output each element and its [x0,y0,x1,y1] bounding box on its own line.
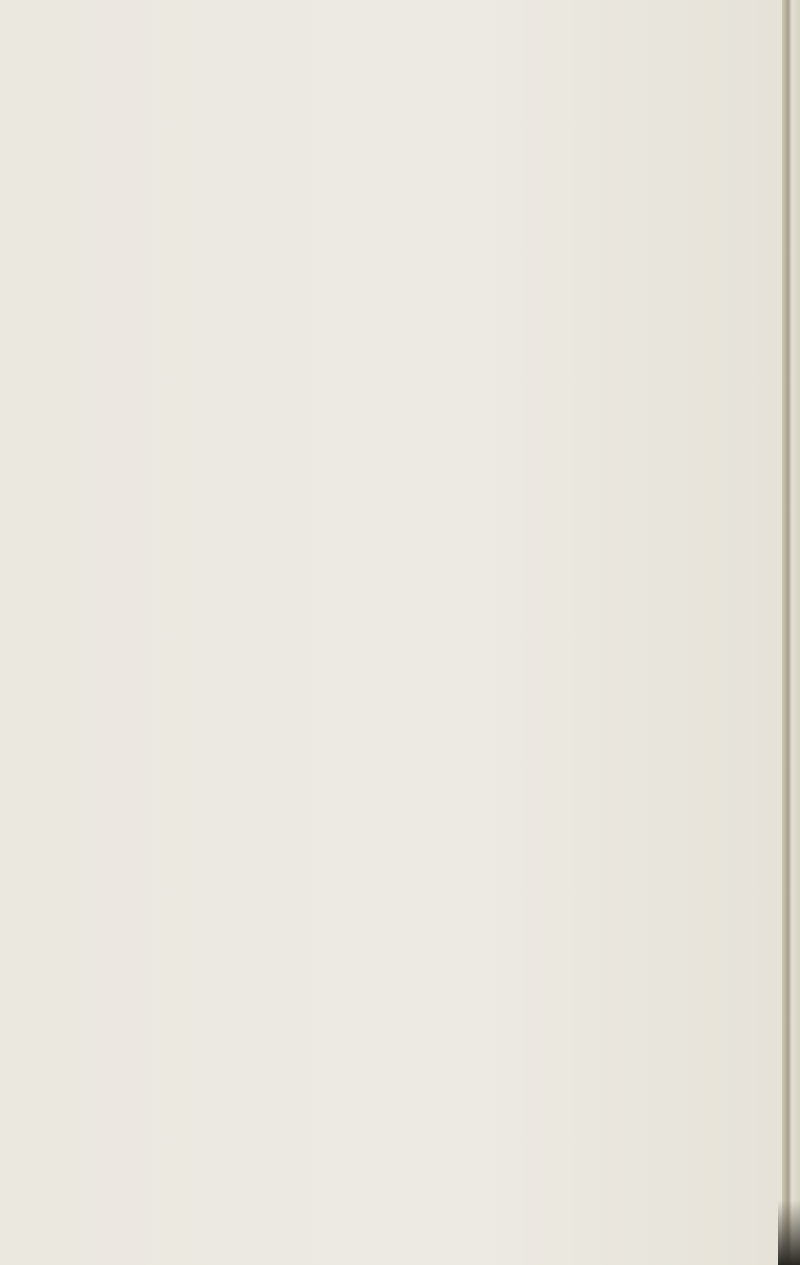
page-edge-shadow [778,1200,800,1265]
page-edge [782,0,800,1265]
